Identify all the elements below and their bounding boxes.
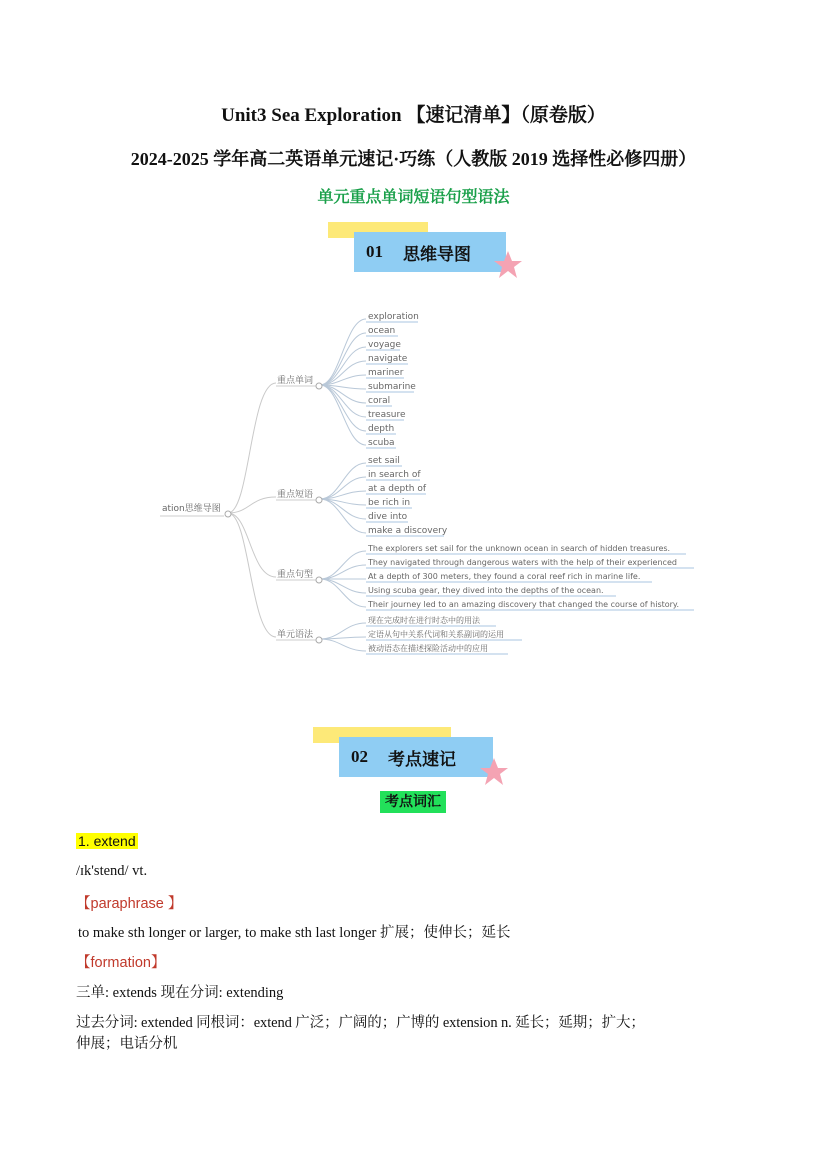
mindmap-phrase: make a discovery bbox=[368, 526, 448, 536]
entry-title-line bbox=[76, 833, 138, 851]
document-subtitle: 2024-2025 学年高二英语单元速记·巧练（人教版 2019 选择性必修四册） bbox=[130, 149, 697, 169]
mindmap-branch-sentences: 重点句型 bbox=[277, 570, 314, 580]
star-icon bbox=[493, 250, 523, 280]
mindmap-word: depth bbox=[368, 424, 395, 434]
mindmap-word: coral bbox=[368, 396, 391, 406]
entry-title: 1. extend bbox=[78, 833, 136, 849]
paraphrase-text: to make sth longer or larger, to make sth last longer 扩展；使伸长；延长 bbox=[78, 925, 511, 941]
mindmap-branch-words: 重点单词 bbox=[277, 376, 314, 386]
mindmap-phrase: be rich in bbox=[368, 498, 411, 508]
formation-label-line bbox=[76, 951, 165, 972]
formation-line-1: 三单: extends 现在分词: extending bbox=[76, 985, 284, 1001]
document-title: Unit3 Sea Exploration 【速记清单】（原卷版） bbox=[221, 105, 606, 126]
mindmap-word: treasure bbox=[368, 410, 406, 420]
mindmap-word: submarine bbox=[368, 382, 416, 392]
banner-box bbox=[354, 232, 506, 272]
formation-label: 【formation】 bbox=[76, 955, 166, 971]
mindmap-word: mariner bbox=[368, 368, 404, 378]
mindmap-word: navigate bbox=[368, 354, 408, 364]
paraphrase-label: 【paraphrase 】 bbox=[76, 896, 183, 912]
star-icon bbox=[479, 757, 509, 787]
phonetic: /ɪk'stend/ vt. bbox=[76, 863, 148, 879]
mindmap-branch-phrases: 重点短语 bbox=[277, 490, 314, 500]
mindmap-sentence: At a depth of 300 meters, they found a coral reef rich in marine life. bbox=[368, 572, 641, 581]
formation-line-2: 过去分词: extended 同根词：extend 广泛；广阔的；广博的 extension n. 延长；延期；扩大； bbox=[76, 1015, 645, 1031]
mindmap-word: ocean bbox=[368, 326, 396, 336]
banner-number: 01 bbox=[366, 242, 383, 261]
mindmap-root: ation思维导图 bbox=[162, 504, 221, 514]
banner-number: 02 bbox=[351, 747, 368, 766]
mind-map bbox=[150, 305, 710, 665]
mindmap-grammar-item: 被动语态在描述探险活动中的应用 bbox=[368, 644, 488, 653]
mindmap-grammar-item: 定语从句中关系代词和关系副词的运用 bbox=[368, 630, 504, 639]
mindmap-word: exploration bbox=[368, 312, 419, 322]
mindmap-phrase: in search of bbox=[368, 470, 421, 480]
mindmap-grammar-item: 现在完成时在进行时态中的用法 bbox=[368, 616, 480, 625]
formation-line-3: 伸展；电话分机 bbox=[76, 1036, 178, 1052]
banner-label: 思维导图 bbox=[403, 244, 471, 265]
banner-label: 考点速记 bbox=[388, 749, 456, 770]
mindmap-word: voyage bbox=[368, 340, 401, 350]
mindmap-branch-grammar: 单元语法 bbox=[277, 630, 314, 640]
mindmap-sentence: The explorers set sail for the unknown ocean in search of hidden treasures. bbox=[368, 544, 671, 553]
banner-box bbox=[339, 737, 493, 777]
mindmap-phrase: set sail bbox=[368, 456, 400, 466]
vocab-tag: 考点词汇 bbox=[380, 791, 446, 813]
mindmap-sentence: Using scuba gear, they dived into the depths of the ocean. bbox=[368, 586, 604, 595]
section-heading: 单元重点单词短语句型语法 bbox=[317, 187, 510, 206]
mindmap-sentence: Their journey led to an amazing discovery that changed the course of history. bbox=[368, 600, 680, 609]
mindmap-phrase: dive into bbox=[368, 512, 408, 522]
paraphrase-label-line bbox=[76, 892, 182, 913]
mindmap-sentence: They navigated through dangerous waters with the help of their experienced bbox=[368, 558, 677, 567]
mindmap-word: scuba bbox=[368, 438, 395, 448]
mindmap-phrase: at a depth of bbox=[368, 484, 427, 494]
